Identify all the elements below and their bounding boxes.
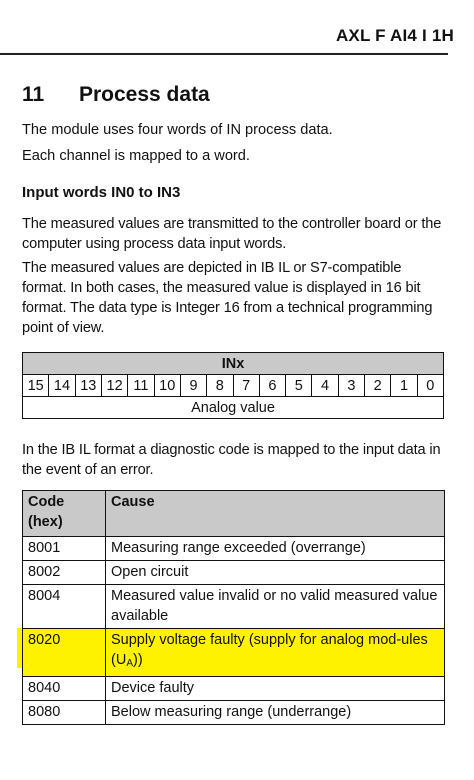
code-cell: 8040 — [23, 677, 106, 701]
table-row-highlighted — [23, 629, 445, 677]
header-title: AXL F AI4 I 1H — [335, 26, 454, 45]
bit-row — [23, 375, 444, 397]
code-cell: 8080 — [23, 701, 106, 725]
bit-cell: 6 — [259, 375, 285, 397]
bit-cell: 11 — [128, 375, 154, 397]
bit-cell: 9 — [180, 375, 206, 397]
code-cell: 8001 — [23, 537, 106, 561]
cause-cell: Below measuring range (underrange) — [106, 701, 445, 725]
paragraph-diagnostic: In the IB IL format a diagnostic code is mapped to the input data in the event of an error. — [22, 442, 441, 478]
cause-cell: Open circuit — [106, 561, 445, 585]
code-cell: 8004 — [23, 585, 106, 629]
in-word-table — [22, 352, 444, 419]
bit-cell: 10 — [154, 375, 180, 397]
diagnostic-code-table — [22, 490, 445, 725]
cause-column-header: Cause — [106, 491, 445, 537]
bit-cell: 0 — [417, 375, 443, 397]
paragraph-transmit: The measured values are transmitted to the controller board or the computer using process data input words. — [22, 216, 442, 252]
bit-cell: 1 — [391, 375, 417, 397]
cause-cell: Device faulty — [106, 677, 445, 701]
cause-cell: Measuring range exceeded (overrange) — [106, 537, 445, 561]
table-row — [23, 701, 445, 725]
table-row — [23, 585, 445, 629]
bit-cell: 12 — [101, 375, 127, 397]
paragraph-format: The measured values are depicted in IB IL or S7-compatible format. In both cases, the measured value is displayed in 16 bit format. The data type is Integer 16 from a technical programming point of view. — [22, 260, 433, 336]
table-row — [23, 561, 445, 585]
bit-cell: 2 — [365, 375, 391, 397]
cause-cell: Measured value invalid or no valid measured value available — [106, 585, 445, 629]
header-rule — [0, 53, 448, 55]
bit-cell: 15 — [23, 375, 49, 397]
bit-cell: 3 — [338, 375, 364, 397]
bit-cell: 5 — [286, 375, 312, 397]
bit-cell: 8 — [207, 375, 233, 397]
bit-cell: 4 — [312, 375, 338, 397]
intro-line-1: The module uses four words of IN process data. — [22, 122, 333, 138]
section-number: 11 — [22, 83, 45, 106]
bit-cell: 13 — [75, 375, 101, 397]
analog-value-cell: Analog value — [23, 397, 444, 419]
intro-line-2: Each channel is mapped to a word. — [22, 148, 250, 164]
code-cell: 8020 — [23, 629, 106, 677]
subheading: Input words IN0 to IN3 — [22, 184, 181, 201]
table-row — [23, 537, 445, 561]
bit-cell: 7 — [233, 375, 259, 397]
in-word-header: INx — [23, 353, 444, 375]
cause-cell: Supply voltage faulty (supply for analog mod-ules $(U_A)$) — [106, 629, 445, 677]
code-cell: 8002 — [23, 561, 106, 585]
table-row — [23, 677, 445, 701]
bit-cell: 14 — [49, 375, 75, 397]
section-title: Process data — [79, 83, 210, 106]
code-column-header: Code (hex) — [23, 491, 106, 537]
